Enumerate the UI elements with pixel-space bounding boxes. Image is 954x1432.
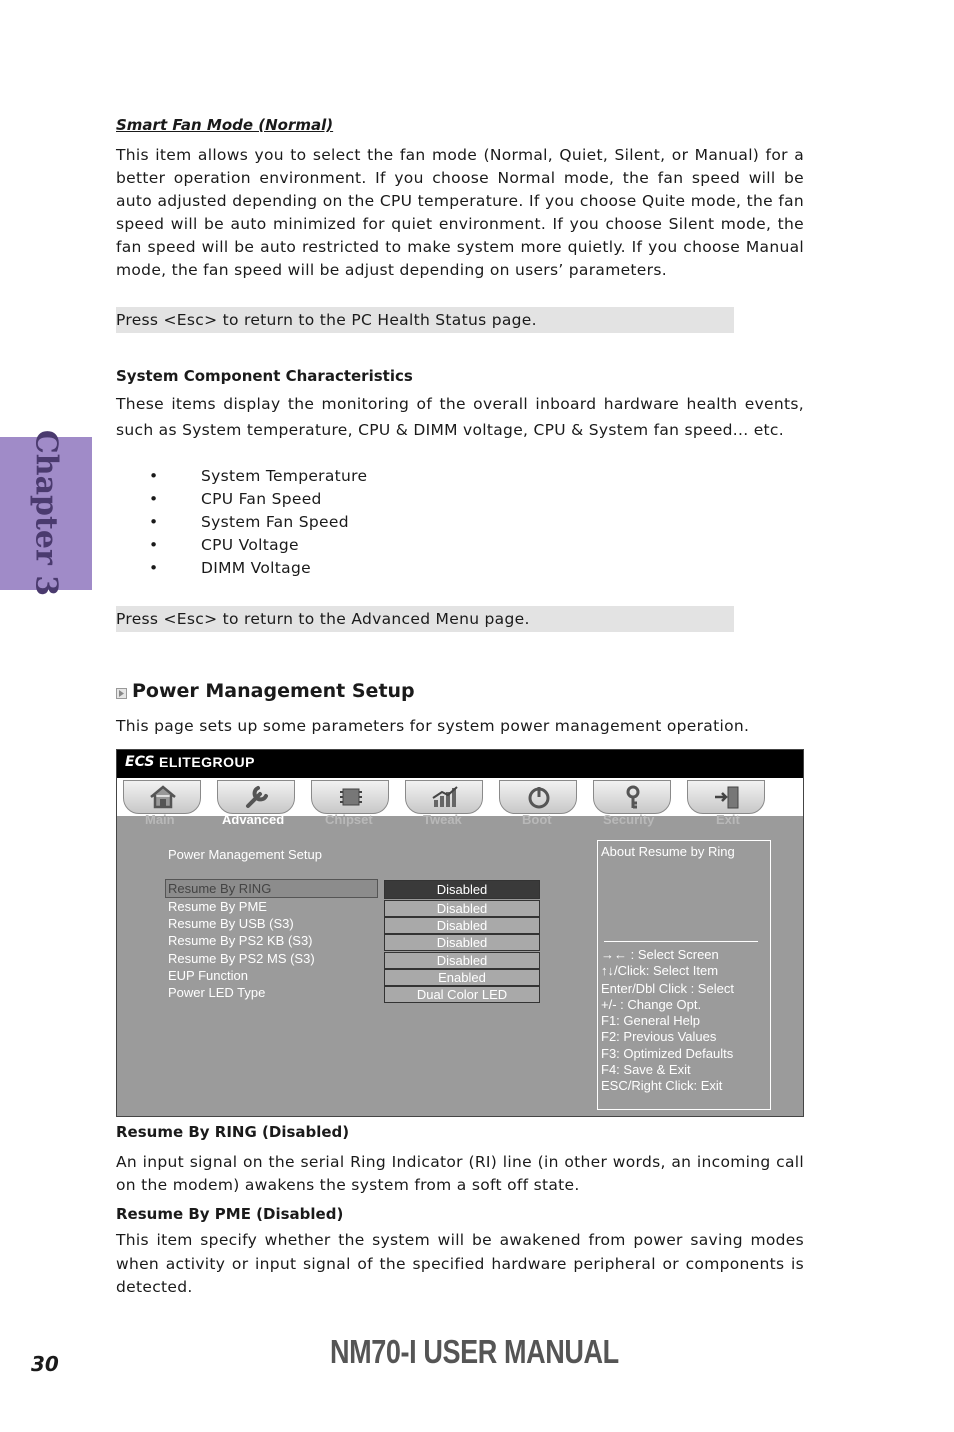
esc-note-pc-health: Press <Esc> to return to the PC Health Status page. <box>116 307 734 333</box>
chapter-label: Chapter 3 <box>28 429 64 597</box>
resume-by-ring-body: An input signal on the serial Ring Indicator (RI) line (in other words, an incoming call on the modem) awakens the system from a soft off state. <box>116 1153 804 1194</box>
smart-fan-body: This item allows you to select the fan mode (Normal, Quiet, Silent, or Manual) for a better operation environment. If you choose Normal mode, the fan speed will be auto adjusted depending on the CPU temperature. If you choose Quite mode, the fan speed will be auto minimized for quiet environment. If you choose Silent mode, the fan speed will be auto restricted to make system more quietly. If you choose Manual mode, the fan speed will be adjust depending on users’ parameters. <box>116 146 804 279</box>
elitegroup-logo: ELITEGROUP <box>159 754 256 770</box>
list-item: • System Fan Speed <box>116 511 367 534</box>
help-key-line: F2: Previous Values <box>601 1029 717 1044</box>
resume-by-usb-label[interactable]: Resume By USB (S3) <box>168 916 294 931</box>
help-title: About Resume by Ring <box>601 844 735 859</box>
resume-by-pme-heading: Resume By PME (Disabled) <box>116 1205 344 1223</box>
resume-by-ring-label[interactable]: Resume By RING <box>165 879 378 898</box>
tab-security[interactable]: Security <box>603 812 655 827</box>
bios-screenshot <box>116 749 804 1117</box>
resume-by-pme-label[interactable]: Resume By PME <box>168 899 267 914</box>
resume-by-ring-heading: Resume By RING (Disabled) <box>116 1123 350 1141</box>
home-icon <box>148 784 178 810</box>
resume-by-ps2-ms-value[interactable]: Disabled <box>384 952 540 969</box>
section-arrow-icon <box>116 688 127 699</box>
exit-tab-button[interactable] <box>687 780 765 814</box>
main-tab-button[interactable] <box>123 780 201 814</box>
system-component-body: These items display the monitoring of the overall inboard hardware health events, such as System temperature, CPU & DIMM voltage, CPU & System fan speed... etc. <box>116 395 804 439</box>
power-led-type-value[interactable]: Dual Color LED <box>384 986 540 1003</box>
help-key-line: Enter/Dbl Click : Select <box>601 981 734 996</box>
resume-by-pme-value[interactable]: Disabled <box>384 900 540 917</box>
tab-chipset[interactable]: Chipset <box>325 812 373 827</box>
security-tab-button[interactable] <box>593 780 671 814</box>
help-key-line: ESC/Right Click: Exit <box>601 1078 723 1093</box>
list-item: • System Temperature <box>116 465 367 488</box>
tweak-tab-button[interactable] <box>405 780 483 814</box>
key-icon <box>618 784 648 810</box>
chip-icon <box>336 784 366 810</box>
system-component-heading: System Component Characteristics <box>116 367 413 385</box>
smart-fan-heading: Smart Fan Mode (Normal) <box>116 116 334 134</box>
bios-brand-bar <box>117 750 803 778</box>
resume-by-ring-value[interactable]: Disabled <box>384 880 540 899</box>
esc-note-advanced-menu: Press <Esc> to return to the Advanced Menu page. <box>116 606 734 632</box>
help-key-line: F1: General Help <box>601 1013 700 1028</box>
chipset-tab-button[interactable] <box>311 780 389 814</box>
help-key-line: +/- : Change Opt. <box>601 997 702 1012</box>
bar-chart-icon <box>430 784 460 810</box>
bios-help-panel <box>597 840 771 1110</box>
eup-function-value[interactable]: Enabled <box>384 969 540 986</box>
list-item: • CPU Fan Speed <box>116 488 367 511</box>
power-management-heading: Power Management Setup <box>132 680 415 702</box>
power-management-intro: This page sets up some parameters for system power management operation. <box>116 717 750 735</box>
eup-function-label[interactable]: EUP Function <box>168 968 248 983</box>
resume-by-ps2-ms-label[interactable]: Resume By PS2 MS (S3) <box>168 951 315 966</box>
resume-by-ps2-kb-label[interactable]: Resume By PS2 KB (S3) <box>168 933 313 948</box>
bios-page-title: Power Management Setup <box>168 847 322 862</box>
ecs-logo: ECS <box>125 754 155 770</box>
boot-tab-button[interactable] <box>499 780 577 814</box>
page-number: 30 <box>31 1352 59 1376</box>
chapter-tab <box>0 429 92 597</box>
help-key-line: F4: Save & Exit <box>601 1062 691 1077</box>
help-key-line: F3: Optimized Defaults <box>601 1046 734 1061</box>
help-key-line: →← : Select Screen <box>601 947 719 962</box>
tab-main[interactable]: Main <box>145 812 175 827</box>
resume-by-ps2-kb-value[interactable]: Disabled <box>384 934 540 951</box>
tab-advanced[interactable]: Advanced <box>222 812 285 827</box>
help-divider <box>604 941 758 942</box>
help-key-line: ↑↓/Click: Select Item <box>601 963 719 978</box>
list-item: • DIMM Voltage <box>116 557 367 580</box>
tab-exit[interactable]: Exit <box>716 812 740 827</box>
resume-by-usb-value[interactable]: Disabled <box>384 917 540 934</box>
bios-tab-icons <box>117 778 803 816</box>
wrench-icon <box>242 784 272 810</box>
advanced-tab-button[interactable] <box>217 780 295 814</box>
resume-by-pme-body: This item specify whether the system will be awakened from power saving modes when activity or input signal of the specified hardware peripheral or components is detected. <box>116 1231 804 1296</box>
power-led-type-label[interactable]: Power LED Type <box>168 985 266 1000</box>
component-list <box>116 465 367 580</box>
manual-title: NM70-I USER MANUAL <box>330 1333 619 1370</box>
list-item: • CPU Voltage <box>116 534 367 557</box>
tab-tweak[interactable]: Tweak <box>423 812 462 827</box>
tab-boot[interactable]: Boot <box>522 812 552 827</box>
power-icon <box>524 784 554 810</box>
exit-door-icon <box>712 784 742 810</box>
